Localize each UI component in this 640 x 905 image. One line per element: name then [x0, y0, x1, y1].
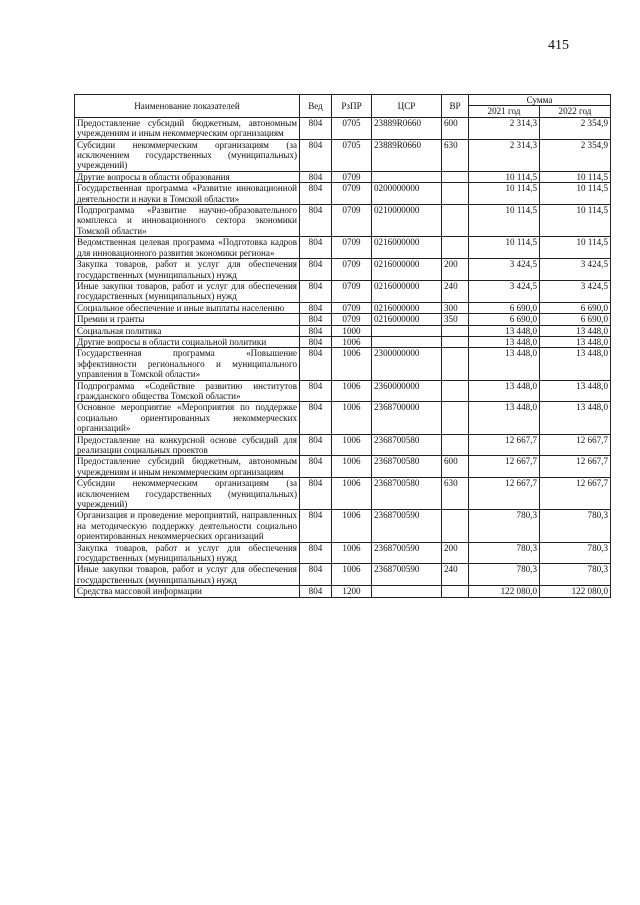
row-sum-2021-cell: 12 667,7 [469, 456, 540, 478]
row-ved-cell: 804 [300, 205, 332, 237]
table-row [75, 139, 611, 171]
row-vr-cell: 200 [442, 259, 469, 281]
table-row [75, 237, 611, 259]
row-sum-2022-cell: 13 448,0 [540, 325, 611, 336]
row-csr-cell: 0216000000 [372, 237, 442, 259]
row-rzpr-cell: 1006 [332, 348, 372, 380]
row-sum-2022-cell: 13 448,0 [540, 336, 611, 347]
header-year-2022: 2022 год [540, 106, 611, 117]
row-csr-cell: 0216000000 [372, 280, 442, 302]
row-sum-2021-cell: 3 424,5 [469, 280, 540, 302]
row-sum-2021-cell: 780,3 [469, 542, 540, 564]
row-sum-2022-cell: 10 114,5 [540, 183, 611, 205]
table-row [75, 117, 611, 139]
row-name-cell: Субсидии некоммерческим организациям (за исключением государственных (муниципальных) учреждений) [75, 478, 300, 510]
row-rzpr-cell: 1006 [332, 510, 372, 542]
row-sum-2021-cell: 2 314,3 [469, 117, 540, 139]
row-csr-cell: 23889R0660 [372, 117, 442, 139]
row-sum-2021-cell: 13 448,0 [469, 336, 540, 347]
row-csr-cell: 2368700580 [372, 434, 442, 456]
row-sum-2021-cell: 13 448,0 [469, 380, 540, 402]
row-ved-cell: 804 [300, 171, 332, 182]
row-name-cell: Средства массовой информации [75, 586, 300, 597]
table-row [75, 171, 611, 182]
row-sum-2022-cell: 780,3 [540, 542, 611, 564]
row-sum-2021-cell: 10 114,5 [469, 205, 540, 237]
row-sum-2021-cell: 12 667,7 [469, 434, 540, 456]
row-name-cell: Государственная программа «Повышение эффективности регионального и муниципального управления в Томской области» [75, 348, 300, 380]
row-sum-2022-cell: 2 354,9 [540, 117, 611, 139]
row-sum-2021-cell: 6 690,0 [469, 314, 540, 325]
row-rzpr-cell: 1006 [332, 564, 372, 586]
row-vr-cell [442, 336, 469, 347]
row-vr-cell: 240 [442, 280, 469, 302]
row-csr-cell: 2368700590 [372, 542, 442, 564]
row-rzpr-cell: 1000 [332, 325, 372, 336]
table-row [75, 325, 611, 336]
row-vr-cell: 600 [442, 456, 469, 478]
row-csr-cell: 2300000000 [372, 348, 442, 380]
table-row [75, 402, 611, 434]
row-rzpr-cell: 0709 [332, 205, 372, 237]
row-rzpr-cell: 0709 [332, 237, 372, 259]
row-sum-2022-cell: 13 448,0 [540, 402, 611, 434]
row-sum-2022-cell: 122 080,0 [540, 586, 611, 597]
row-sum-2022-cell: 10 114,5 [540, 237, 611, 259]
row-ved-cell: 804 [300, 139, 332, 171]
row-csr-cell: 2368700580 [372, 456, 442, 478]
table-row [75, 564, 611, 586]
row-sum-2022-cell: 13 448,0 [540, 348, 611, 380]
row-ved-cell: 804 [300, 380, 332, 402]
budget-table [74, 94, 611, 598]
row-vr-cell [442, 402, 469, 434]
row-ved-cell: 804 [300, 237, 332, 259]
row-sum-2022-cell: 12 667,7 [540, 434, 611, 456]
row-name-cell: Социальная политика [75, 325, 300, 336]
row-rzpr-cell: 0709 [332, 280, 372, 302]
row-rzpr-cell: 0705 [332, 117, 372, 139]
row-sum-2021-cell: 13 448,0 [469, 402, 540, 434]
row-ved-cell: 804 [300, 336, 332, 347]
row-csr-cell: 2360000000 [372, 380, 442, 402]
row-sum-2021-cell: 10 114,5 [469, 183, 540, 205]
row-csr-cell: 0216000000 [372, 302, 442, 313]
row-rzpr-cell: 0709 [332, 171, 372, 182]
row-vr-cell [442, 183, 469, 205]
row-vr-cell: 200 [442, 542, 469, 564]
row-rzpr-cell: 1006 [332, 336, 372, 347]
row-rzpr-cell: 1006 [332, 456, 372, 478]
row-sum-2022-cell: 3 424,5 [540, 259, 611, 281]
row-sum-2022-cell: 12 667,7 [540, 478, 611, 510]
row-csr-cell [372, 336, 442, 347]
row-csr-cell [372, 586, 442, 597]
row-ved-cell: 804 [300, 564, 332, 586]
table-row [75, 456, 611, 478]
row-name-cell: Организация и проведение мероприятий, направленных на методическую поддержку деятельности социально ориентированных некоммерческих организаций [75, 510, 300, 542]
row-ved-cell: 804 [300, 302, 332, 313]
row-vr-cell [442, 434, 469, 456]
row-ved-cell: 804 [300, 183, 332, 205]
row-name-cell: Подпрограмма «Содействие развитию институтов гражданского общества Томской области» [75, 380, 300, 402]
row-sum-2022-cell: 780,3 [540, 564, 611, 586]
row-csr-cell: 0200000000 [372, 183, 442, 205]
row-sum-2021-cell: 10 114,5 [469, 237, 540, 259]
table-row [75, 434, 611, 456]
row-name-cell: Закупка товаров, работ и услуг для обеспечения государственных (муниципальных) нужд [75, 259, 300, 281]
row-name-cell: Закупка товаров, работ и услуг для обеспечения государственных (муниципальных) нужд [75, 542, 300, 564]
row-vr-cell [442, 205, 469, 237]
table-body [75, 117, 611, 597]
table-row [75, 348, 611, 380]
table-row [75, 542, 611, 564]
row-vr-cell [442, 510, 469, 542]
row-ved-cell: 804 [300, 259, 332, 281]
row-rzpr-cell: 0709 [332, 259, 372, 281]
header-sum: Сумма [469, 95, 611, 106]
row-sum-2022-cell: 10 114,5 [540, 205, 611, 237]
row-name-cell: Премии и гранты [75, 314, 300, 325]
row-rzpr-cell: 0709 [332, 302, 372, 313]
row-sum-2022-cell: 780,3 [540, 510, 611, 542]
row-name-cell: Социальное обеспечение и иные выплаты населению [75, 302, 300, 313]
row-vr-cell [442, 348, 469, 380]
row-vr-cell [442, 325, 469, 336]
row-name-cell: Иные закупки товаров, работ и услуг для обеспечения государственных (муниципальных) нужд [75, 564, 300, 586]
row-name-cell: Государственная программа «Развитие инновационной деятельности и науки в Томской области» [75, 183, 300, 205]
row-sum-2021-cell: 12 667,7 [469, 478, 540, 510]
row-sum-2021-cell: 3 424,5 [469, 259, 540, 281]
row-rzpr-cell: 0705 [332, 139, 372, 171]
row-rzpr-cell: 1006 [332, 434, 372, 456]
row-vr-cell: 300 [442, 302, 469, 313]
table-row [75, 314, 611, 325]
row-csr-cell: 0216000000 [372, 314, 442, 325]
row-sum-2022-cell: 6 690,0 [540, 314, 611, 325]
row-name-cell: Ведомственная целевая программа «Подготовка кадров для инновационного развития экономики региона» [75, 237, 300, 259]
row-csr-cell: 2368700000 [372, 402, 442, 434]
row-ved-cell: 804 [300, 314, 332, 325]
row-ved-cell: 804 [300, 117, 332, 139]
page-number: 415 [548, 38, 569, 53]
row-csr-cell: 2368700590 [372, 510, 442, 542]
row-ved-cell: 804 [300, 280, 332, 302]
row-vr-cell: 630 [442, 478, 469, 510]
row-ved-cell: 804 [300, 348, 332, 380]
table-row [75, 302, 611, 313]
header-csr: ЦСР [372, 95, 442, 118]
header-year-2021: 2021 год [469, 106, 540, 117]
row-rzpr-cell: 1006 [332, 402, 372, 434]
row-rzpr-cell: 1006 [332, 380, 372, 402]
row-sum-2021-cell: 2 314,3 [469, 139, 540, 171]
row-vr-cell [442, 237, 469, 259]
row-sum-2021-cell: 6 690,0 [469, 302, 540, 313]
row-rzpr-cell: 0709 [332, 314, 372, 325]
table-row [75, 205, 611, 237]
row-vr-cell: 630 [442, 139, 469, 171]
row-name-cell: Предоставление субсидий бюджетным, автономным учреждениям и иным некоммерческим организациям [75, 456, 300, 478]
table-row [75, 259, 611, 281]
row-vr-cell: 350 [442, 314, 469, 325]
row-ved-cell: 804 [300, 542, 332, 564]
table-row [75, 510, 611, 542]
row-name-cell: Основное мероприятие «Мероприятия по поддержке социально ориентированных некоммерческих организаций» [75, 402, 300, 434]
row-csr-cell: 23889R0660 [372, 139, 442, 171]
row-ved-cell: 804 [300, 456, 332, 478]
row-ved-cell: 804 [300, 325, 332, 336]
table-row [75, 336, 611, 347]
table-row [75, 586, 611, 597]
row-rzpr-cell: 1200 [332, 586, 372, 597]
row-sum-2022-cell: 12 667,7 [540, 456, 611, 478]
table-header [75, 95, 611, 118]
header-rzpr: РзПР [332, 95, 372, 118]
row-name-cell: Предоставление субсидий бюджетным, автономным учреждениям и иным некоммерческим организациям [75, 117, 300, 139]
row-vr-cell [442, 586, 469, 597]
row-sum-2022-cell: 10 114,5 [540, 171, 611, 182]
row-rzpr-cell: 1006 [332, 542, 372, 564]
row-csr-cell: 2368700590 [372, 564, 442, 586]
row-csr-cell [372, 171, 442, 182]
row-vr-cell: 240 [442, 564, 469, 586]
row-sum-2021-cell: 780,3 [469, 510, 540, 542]
row-name-cell: Предоставление на конкурсной основе субсидий для реализации социальных проектов [75, 434, 300, 456]
row-vr-cell: 600 [442, 117, 469, 139]
row-sum-2022-cell: 13 448,0 [540, 380, 611, 402]
row-rzpr-cell: 0709 [332, 183, 372, 205]
row-ved-cell: 804 [300, 478, 332, 510]
row-vr-cell [442, 380, 469, 402]
row-sum-2021-cell: 13 448,0 [469, 325, 540, 336]
row-ved-cell: 804 [300, 434, 332, 456]
row-rzpr-cell: 1006 [332, 478, 372, 510]
row-name-cell: Подпрограмма «Развитие научно-образовательного комплекса и инновационного сектора экономики Томской области» [75, 205, 300, 237]
header-ved: Вед [300, 95, 332, 118]
row-ved-cell: 804 [300, 510, 332, 542]
row-name-cell: Другие вопросы в области образования [75, 171, 300, 182]
header-vr: ВР [442, 95, 469, 118]
row-csr-cell: 2368700580 [372, 478, 442, 510]
row-name-cell: Субсидии некоммерческим организациям (за исключением государственных (муниципальных) учреждений) [75, 139, 300, 171]
row-sum-2021-cell: 10 114,5 [469, 171, 540, 182]
row-name-cell: Другие вопросы в области социальной политики [75, 336, 300, 347]
row-sum-2021-cell: 13 448,0 [469, 348, 540, 380]
row-ved-cell: 804 [300, 402, 332, 434]
table-row [75, 183, 611, 205]
row-sum-2022-cell: 2 354,9 [540, 139, 611, 171]
row-csr-cell [372, 325, 442, 336]
table-row [75, 478, 611, 510]
row-sum-2022-cell: 6 690,0 [540, 302, 611, 313]
row-vr-cell [442, 171, 469, 182]
row-csr-cell: 0210000000 [372, 205, 442, 237]
row-ved-cell: 804 [300, 586, 332, 597]
table-row [75, 280, 611, 302]
header-name: Наименование показателей [75, 95, 300, 118]
row-sum-2021-cell: 122 080,0 [469, 586, 540, 597]
table-row [75, 380, 611, 402]
row-sum-2022-cell: 3 424,5 [540, 280, 611, 302]
row-csr-cell: 0216000000 [372, 259, 442, 281]
row-name-cell: Иные закупки товаров, работ и услуг для обеспечения государственных (муниципальных) нужд [75, 280, 300, 302]
row-sum-2021-cell: 780,3 [469, 564, 540, 586]
